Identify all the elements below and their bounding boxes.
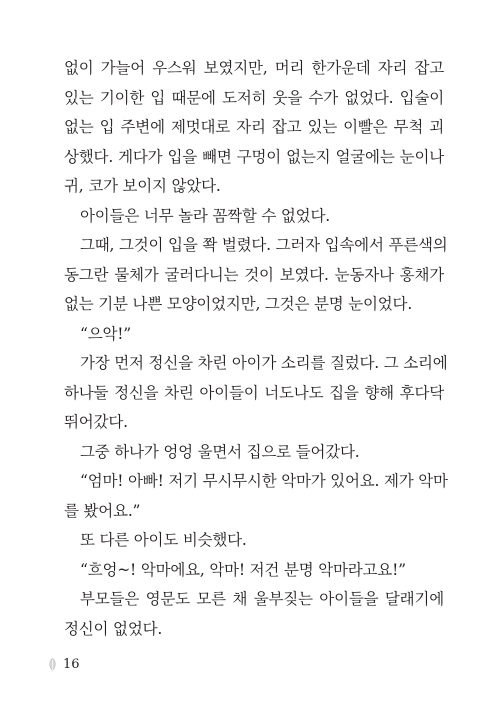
text-line: 그중 하나가 엉엉 울면서 집으로 들어갔다.: [80, 442, 360, 461]
text-line: 없는 입 주변에 제멋대로 자리 잡고 있는 이빨은 무척 괴: [64, 118, 444, 136]
text-line: 있는 기이한 입 때문에 도저히 웃을 수가 없었다. 입술이: [64, 88, 444, 107]
text-line: “흐엉~! 악마에요, 악마! 저건 분명 악마라고요!”: [80, 560, 406, 579]
text-line: 를 봤어요.”: [64, 501, 141, 520]
text-line: 상했다. 게다가 입을 빼면 구멍이 없는지 얼굴에는 눈이나: [64, 147, 444, 166]
text-line: 부모들은 영문도 모른 채 울부짖는 아이들을 달래기에: [80, 590, 444, 608]
text-line: “엄마! 아빠! 저기 무시무시한 악마가 있어요. 제가 악마: [80, 472, 448, 490]
text-line: 없이 가늘어 우스워 보였지만, 머리 한가운데 자리 잡고: [64, 59, 444, 77]
text-line: 동그란 물체가 굴러다니는 것이 보였다. 눈동자나 홍채가: [64, 265, 444, 284]
text-line: “으악!”: [80, 324, 132, 343]
text-line: 귀, 코가 보이지 않았다.: [64, 177, 221, 195]
text-line: 뛰어갔다.: [64, 413, 128, 431]
leaf-icon: [48, 658, 57, 671]
text-line: 없는 기분 나쁜 모양이었지만, 그것은 분명 눈이었다.: [64, 295, 413, 313]
text-line: 하나둘 정신을 차린 아이들이 너도나도 집을 향해 후다닥: [64, 383, 444, 402]
text-line: 가장 먼저 정신을 차린 아이가 소리를 질렀다. 그 소리에: [80, 354, 448, 372]
text-line: 또 다른 아이도 비슷했다.: [80, 531, 247, 549]
page-number: 16: [63, 656, 80, 672]
text-line: 정신이 없었다.: [64, 619, 163, 638]
page-footer: [48, 654, 80, 674]
text-line: 그때, 그것이 입을 쫙 벌렸다. 그러자 입속에서 푸른색의: [80, 236, 448, 254]
body-text: [64, 54, 448, 644]
text-line: 아이들은 너무 놀라 꼼짝할 수 없었다.: [80, 206, 330, 225]
